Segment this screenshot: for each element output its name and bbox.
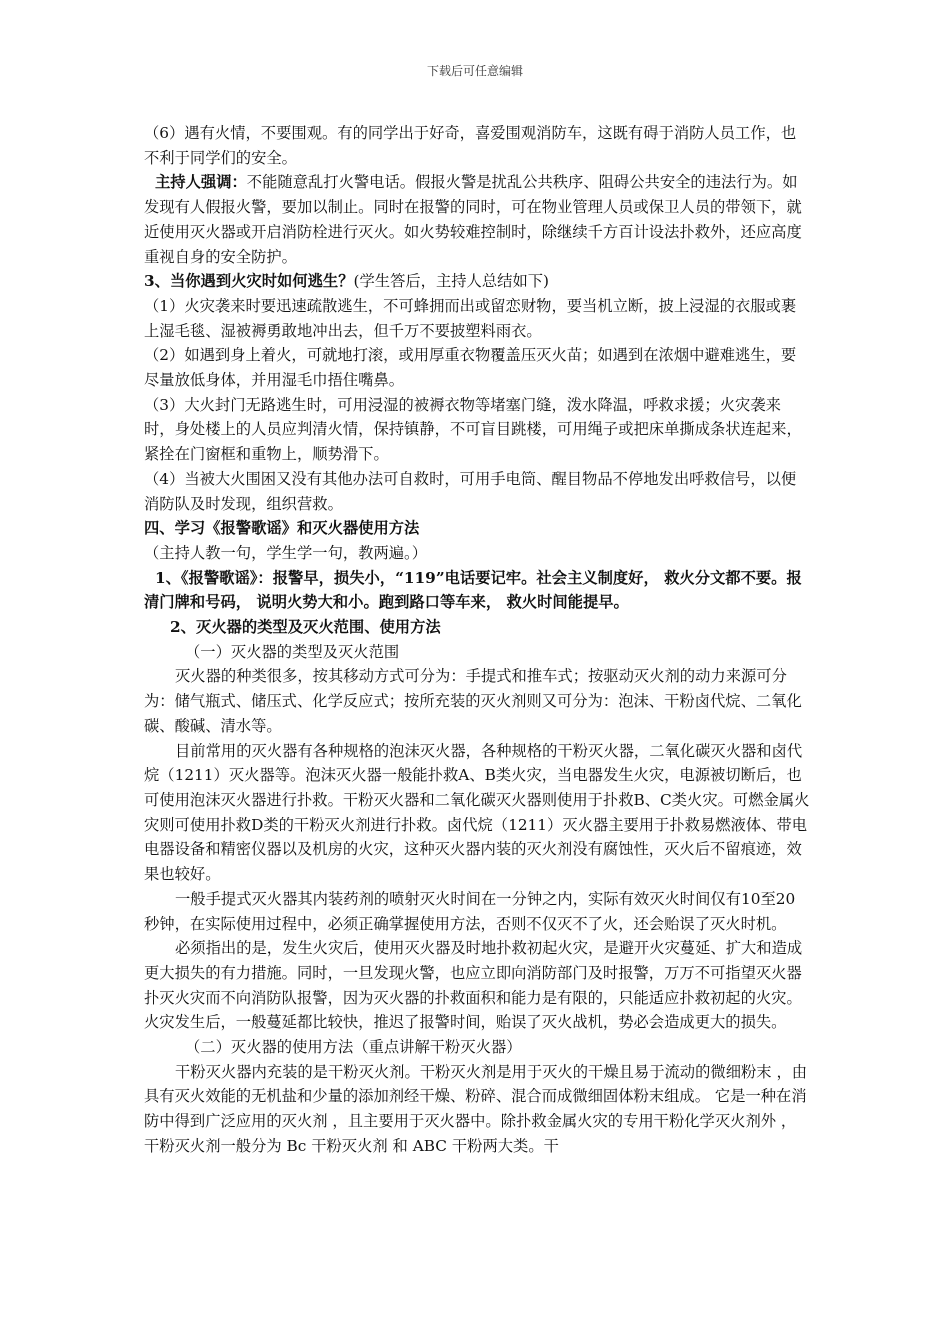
section-heading-3-note: (学生答后，主持人总结如下) bbox=[353, 272, 550, 291]
escape-tip-1: （1）火灾袭来时要迅速疏散逃生，不可蜂拥而出或留恋财物，要当机立断，披上浸湿的衣服或裹上湿毛毯、湿被褥勇敢地冲出去，但千万不要披塑料雨衣。 bbox=[144, 296, 797, 340]
dry-powder-paragraph: 干粉灭火器内充装的是干粉灭火剂。干粉灭火剂是用于灭火的干燥且易于流动的微细粉末 ，由具有灭火效能的无机盐和少量的添加剂经干燥、粉碎、混合而成微细固体粉末组成。 它是一种在消防中得到广泛应用的灭火剂 ，且主要用于灭火器中。除扑救金属火灾的专用干粉化学灭火剂外 ，干粉灭火剂一般分为 Bc 干粉灭火剂 和 ABC 干粉两大类。干 bbox=[144, 1062, 808, 1155]
escape-tip-3: （3）大火封门无路逃生时，可用浸湿的被褥衣物等堵塞门缝，泼水降温，呼救求援；火灾袭来时，身处楼上的人员应判清火情，保持镇静，不可盲目跳楼，可用绳子或把床单撕成条状连起来，紧拴在门窗框和重物上，顺势滑下。 bbox=[144, 395, 802, 464]
spray-time-paragraph: 一般手提式灭火器其内装药剂的喷射灭火时间在一分钟之内，实际有效灭火时间仅有10至20秒钟，在实际使用过程中，必须正确掌握使用方法，否则不仅灭不了火，还会贻误了灭火时机。 bbox=[144, 889, 796, 933]
host-emphasis-text: 不能随意乱打火警电话。假报火警是扰乱公共秩序、阻碍公共安全的违法行为。如发现有人假报火警，要加以制止。同时在报警的同时，可在物业管理人员或保卫人员的带领下，就近使用灭火器或开启消防栓进行灭火。如火势较难控制时，除继续千方百计设法扑救外，还应高度重视自身的安全防护。 bbox=[144, 173, 802, 266]
document-body bbox=[144, 121, 810, 1159]
alarm-song: 1、《报警歌谣》：报警早，损失小，“119”电话要记牢。社会主义制度好， 救火分文都不要。报清门牌和号码， 说明火势大和小。跑到路口等车来， 救火时间能提早。 bbox=[144, 568, 802, 612]
subsection-heading-usage: （二）灭火器的使用方法（重点讲解干粉灭火器） bbox=[185, 1038, 522, 1057]
section-heading-3-title: 3、当你遇到火灾时如何逃生？ bbox=[144, 272, 354, 291]
page-header: 下载后可任意编辑 bbox=[426, 64, 523, 78]
host-emphasis-paragraph bbox=[144, 170, 810, 269]
paragraph-item-6: （6）遇有火情，不要围观。有的同学出于好奇，喜爱围观消防车，这既有碍于消防人员工作，也不利于同学们的安全。 bbox=[144, 124, 797, 167]
section-heading-4: 四、学习《报警歌谣》和灭火器使用方法 bbox=[144, 519, 420, 538]
escape-tip-4: （4）当被大火围困又没有其他办法可自救时，可用手电筒、醒目物品不停地发出呼救信号，以便消防队及时发现，组织营救。 bbox=[144, 469, 797, 513]
subsection-heading-2: 2、灭火器的类型及灭火范围、使用方法 bbox=[170, 618, 441, 637]
report-alarm-paragraph: 必须指出的是，发生火灾后，使用灭火器及时地扑救初起火灾，是避开火灾蔓延、扩大和造成更大损失的有力措施。同时，一旦发现火警，也应立即向消防部门及时报警，万万不可指望灭火器扑灭火灾而不向消防队报警，因为灭火器的扑救面积和能力是有限的，只能适应扑救初起的火灾。火灾发生后，一般蔓延都比较快，推迟了报警时间，贻误了灭火战机，势必会造成更大的损失。 bbox=[144, 939, 803, 1032]
extinguisher-types-paragraph: 灭火器的种类很多，按其移动方式可分为：手提式和推车式；按驱动灭火剂的动力来源可分为：储气瓶式、储压式、化学反应式；按所充装的灭火剂则又可分为：泡沫、干粉卤代烷、二氧化碳、酸碱、清水等。 bbox=[144, 667, 802, 735]
escape-tip-2: （2）如遇到身上着火，可就地打滚，或用厚重衣物覆盖压灭火苗；如遇到在浓烟中避难逃生，要尽量放低身体，并用湿毛巾捂住嘴鼻。 bbox=[144, 346, 797, 390]
subsection-heading-types: （一）灭火器的类型及灭火范围 bbox=[185, 642, 400, 661]
host-emphasis-label: 主持人强调： bbox=[155, 173, 247, 192]
section-heading-3 bbox=[144, 269, 810, 294]
common-extinguishers-paragraph: 目前常用的灭火器有各种规格的泡沫灭火器，各种规格的干粉灭火器，二氧化碳灭火器和卤代烷（1211）灭火器等。泡沫灭火器一般能扑救A、B类火灾，当电器发生火灾，电源被切断后，也可使用泡沫灭火器进行扑救。干粉灭火器和二氧化碳灭火器则使用于扑救B、C类火灾。可燃金属火灾则可使用扑救D类的干粉灭火剂进行扑救。卤代烷（1211）灭火器主要用于扑救易燃液体、带电电器设备和精密仪器以及机房的火灾，这种灭火器内装的灭火剂没有腐蚀性，灭火后不留痕迹，效果也较好。 bbox=[144, 741, 810, 884]
teaching-note: （主持人教一句，学生学一句，教两遍。） bbox=[144, 543, 427, 562]
